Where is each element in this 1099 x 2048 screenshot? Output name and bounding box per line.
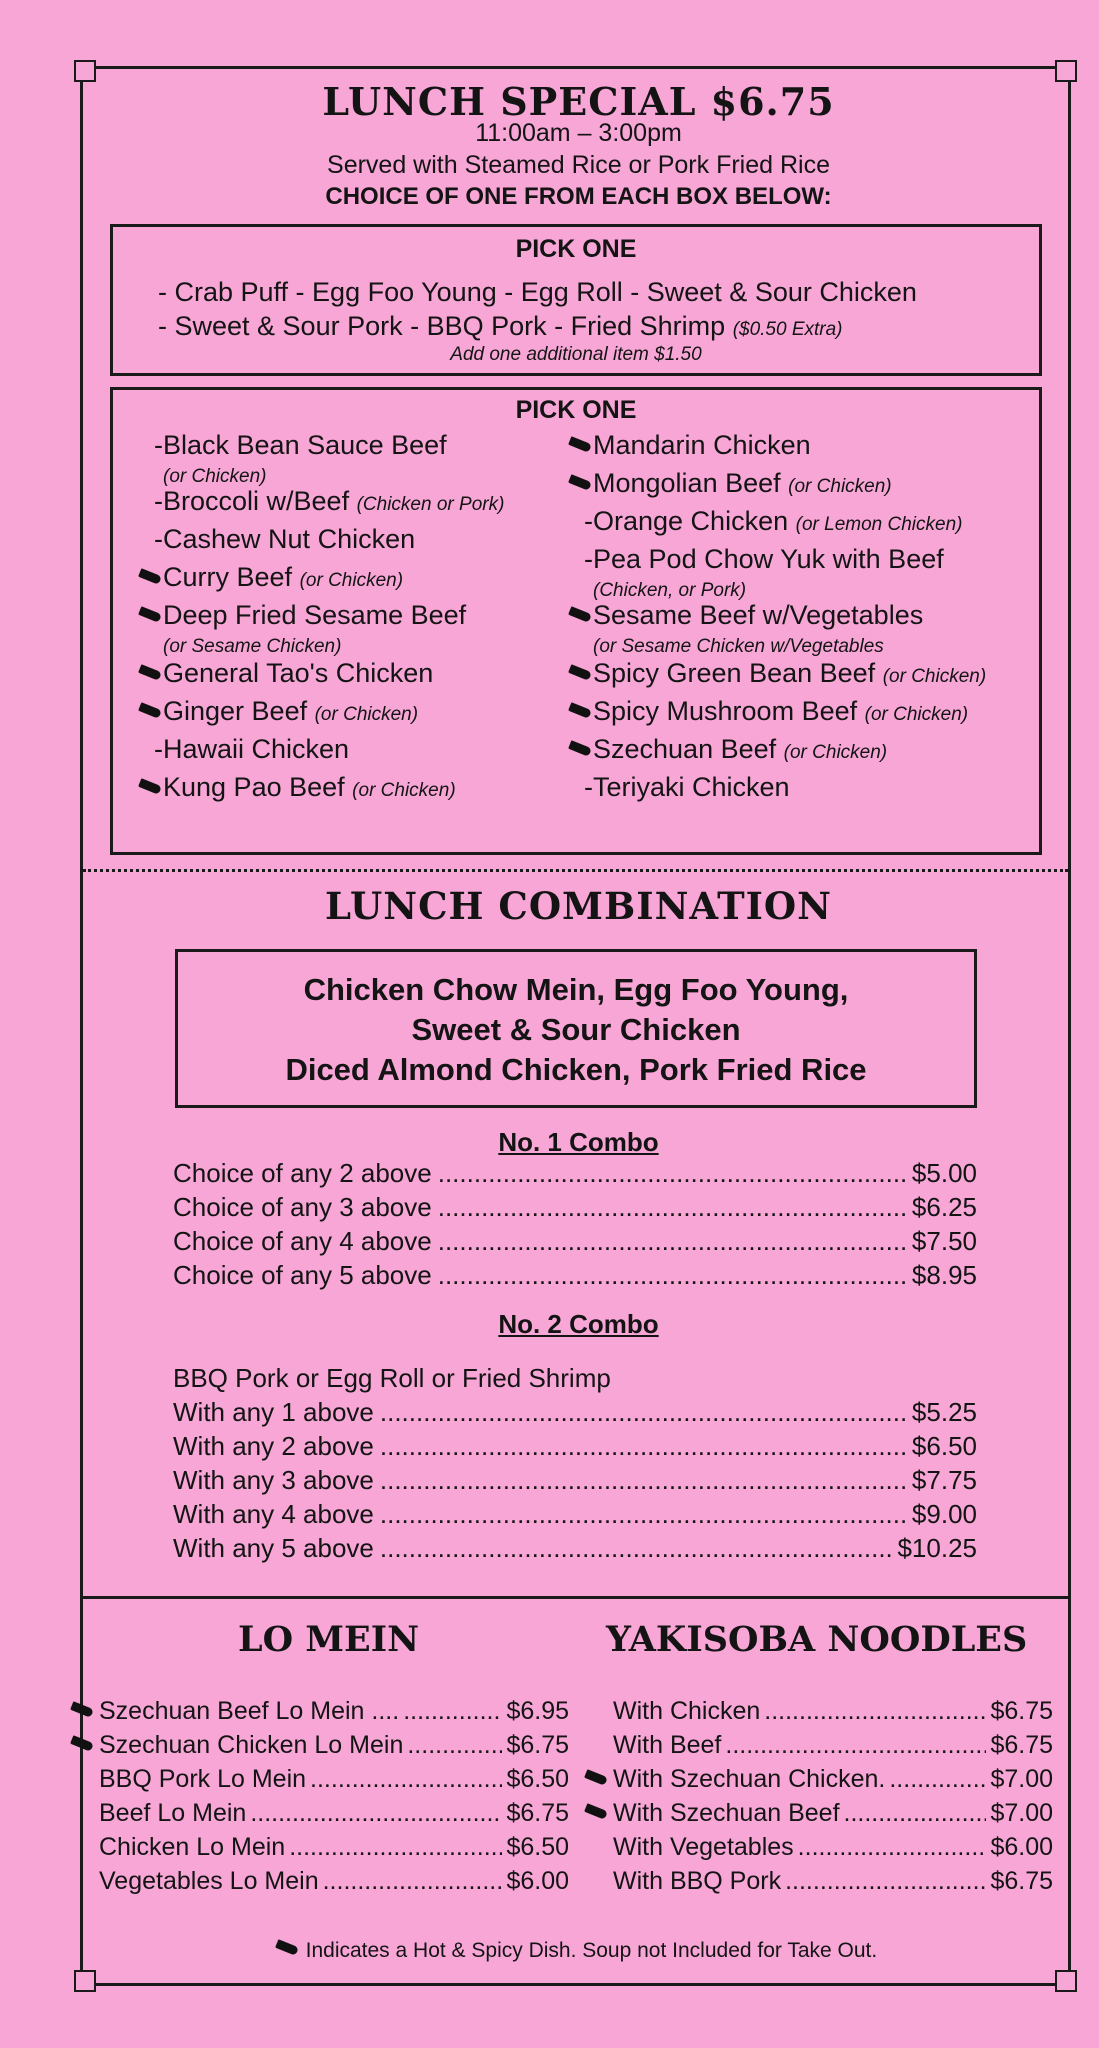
hot-pepper-marker: [123, 772, 163, 803]
dot-leader: [798, 1833, 987, 1862]
dish-name: Hawaii Chicken: [163, 734, 350, 764]
price-label: With any 2 above: [173, 1431, 374, 1461]
noodle-label: With Chicken: [613, 1697, 761, 1725]
dish-item: [553, 506, 962, 537]
noodles-section: [83, 1596, 1068, 1962]
dish-item: [553, 772, 790, 803]
combination-items-line: Diced Almond Chicken, Pork Fried Rice: [285, 1052, 867, 1087]
dish-name: General Tao's Chicken: [163, 658, 434, 688]
noodle-price: $6.95: [506, 1697, 569, 1725]
noodle-label: With Szechuan Chicken.: [613, 1765, 886, 1793]
price-label: With any 1 above: [173, 1397, 374, 1427]
combo-2-intro: BBQ Pork or Egg Roll or Fried Shrimp: [173, 1363, 611, 1393]
additional-item-note: Add one additional item $1.50: [450, 344, 702, 365]
dish-name: Pea Pod Chow Yuk with Beef: [593, 544, 944, 574]
hot-pepper-icon: [274, 1941, 300, 1953]
noodle-price-row: [69, 1697, 569, 1726]
dish-name: Kung Pao Beef: [163, 772, 345, 802]
hot-pepper-icon: [567, 742, 593, 754]
pick-one-box-1: [110, 224, 1042, 376]
hot-pepper-icon: [567, 666, 593, 678]
dish-option-note: (or Sesame Chicken): [163, 636, 342, 657]
dot-leader: [289, 1833, 502, 1862]
dot-leader: [438, 1158, 906, 1189]
row-marker: [583, 1731, 613, 1760]
price-row: [173, 1533, 977, 1564]
row-marker: [69, 1833, 99, 1862]
dish-option-note: (or Lemon Chicken): [795, 514, 963, 535]
dish-item: [553, 734, 887, 765]
dish-option-note: (or Chicken): [864, 704, 969, 725]
hot-pepper-icon: [567, 476, 593, 488]
dish-item: [123, 734, 349, 765]
dot-leader: [380, 1465, 906, 1496]
dish-name: Spicy Green Bean Beef: [593, 658, 876, 688]
extra-charge-note: ($0.50 Extra): [732, 319, 843, 340]
served-with-note: Served with Steamed Rice or Pork Fried Rice: [327, 151, 830, 179]
dish-name: Black Bean Sauce Beef: [163, 430, 447, 460]
dish-item: [553, 696, 968, 727]
dot-leader: [407, 1731, 502, 1760]
dot-leader: [380, 1499, 906, 1530]
dot-leader: [380, 1431, 906, 1462]
price-label: With any 4 above: [173, 1499, 374, 1529]
dot-leader: [438, 1260, 906, 1291]
row-marker: [69, 1799, 99, 1828]
hot-pepper-icon: [137, 570, 163, 582]
dot-leader: [844, 1799, 987, 1828]
price-value: $7.50: [911, 1226, 977, 1256]
noodle-price: $6.75: [990, 1731, 1053, 1759]
price-value: $10.25: [897, 1533, 977, 1563]
dot-leader: [438, 1226, 906, 1257]
dish-item: [553, 658, 986, 689]
price-row: [173, 1226, 977, 1257]
dish-name: Curry Beef: [163, 562, 293, 592]
noodle-price-row: [583, 1697, 1053, 1726]
price-row: [173, 1465, 977, 1496]
noodle-price: $6.75: [990, 1697, 1053, 1725]
price-row: [173, 1192, 977, 1223]
hot-pepper-icon: [583, 1771, 609, 1783]
dish-item: [553, 430, 811, 461]
price-label: With any 5 above: [173, 1533, 374, 1563]
hot-pepper-marker: [553, 696, 593, 727]
dish-name: Orange Chicken: [593, 506, 789, 536]
noodle-price-row: [69, 1833, 569, 1862]
footer-text: Indicates a Hot & Spicy Dish. Soup not Included for Take Out.: [305, 1939, 878, 1962]
box1-line-2-text: - Sweet & Sour Pork - BBQ Pork - Fried Shrimp: [158, 311, 726, 341]
dish-item: [123, 658, 433, 689]
hot-pepper-marker: [123, 562, 163, 593]
row-marker: [583, 1697, 613, 1726]
noodle-price: $6.75: [506, 1799, 569, 1827]
frame-corner-ornament: [1055, 1970, 1077, 1992]
combination-items-box: [175, 949, 977, 1108]
hot-pepper-icon: [567, 438, 593, 450]
noodle-price: $7.00: [990, 1765, 1053, 1793]
dash-marker: -: [154, 524, 163, 554]
price-value: $6.50: [911, 1431, 977, 1461]
noodle-price-row: [583, 1731, 1053, 1760]
noodle-price-row: [583, 1833, 1053, 1862]
noodle-price-row: [69, 1765, 569, 1794]
hot-pepper-marker: [123, 658, 163, 689]
noodle-price: $6.50: [506, 1833, 569, 1861]
dot-leader: [764, 1697, 986, 1726]
dish-item: [553, 600, 923, 631]
dash-marker: -: [584, 506, 593, 536]
noodle-label: With Beef: [613, 1731, 722, 1759]
dish-option-note: (Chicken or Pork): [356, 494, 505, 515]
dish-name: Mongolian Beef: [593, 468, 781, 498]
hot-pepper-icon: [137, 608, 163, 620]
noodle-price-row: [69, 1867, 569, 1896]
dash-marker: -: [584, 772, 593, 802]
dish-item: [123, 430, 447, 461]
hot-pepper-icon: [583, 1805, 609, 1817]
hot-pepper-marker: [583, 1765, 613, 1794]
dish-item: [553, 468, 892, 499]
hot-pepper-icon: [69, 1737, 95, 1749]
dish-name: Cashew Nut Chicken: [163, 524, 416, 554]
noodle-label: Vegetables Lo Mein: [99, 1867, 319, 1895]
noodle-label: With Szechuan Beef: [613, 1799, 840, 1827]
dish-name: Ginger Beef: [163, 696, 308, 726]
dish-option-note: (or Chicken): [783, 742, 888, 763]
dot-leader: [403, 1697, 502, 1726]
dish-item: [123, 524, 415, 555]
dot-leader: [438, 1192, 906, 1223]
pick-one-heading: PICK ONE: [515, 396, 637, 424]
combination-items-line: Chicken Chow Mein, Egg Foo Young,: [303, 972, 849, 1007]
price-row: [173, 1431, 977, 1462]
dash-marker: -: [154, 430, 163, 460]
hot-pepper-icon: [567, 608, 593, 620]
frame-corner-ornament: [74, 1970, 96, 1992]
choice-instructions: CHOICE OF ONE FROM EACH BOX BELOW:: [325, 183, 832, 210]
dish-name: Sesame Beef w/Vegetables: [593, 600, 924, 630]
row-marker: [583, 1867, 613, 1896]
noodle-price: $6.50: [506, 1765, 569, 1793]
noodle-price-row: [583, 1799, 1053, 1828]
yakisoba-title: YAKISOBA NOODLES: [606, 1619, 1028, 1660]
combo-1-heading: No. 1 Combo: [498, 1127, 659, 1157]
dish-option-note: (Chicken, or Pork): [593, 580, 747, 601]
dish-option-note: (or Chicken): [163, 466, 267, 487]
footer-note: [83, 1939, 1068, 1963]
price-value: $5.00: [911, 1158, 977, 1188]
dot-leader: [323, 1867, 503, 1896]
dot-leader: [380, 1397, 906, 1428]
dot-leader: [785, 1867, 986, 1896]
noodle-label: Szechuan Chicken Lo Mein: [99, 1731, 404, 1759]
noodle-label: Chicken Lo Mein: [99, 1833, 286, 1861]
noodle-price: $6.00: [506, 1867, 569, 1895]
dish-name: Deep Fried Sesame Beef: [163, 600, 467, 630]
row-marker: [583, 1833, 613, 1862]
dash-marker: -: [154, 486, 163, 516]
noodle-price: $6.75: [506, 1731, 569, 1759]
combination-items-line: Sweet & Sour Chicken: [411, 1012, 741, 1047]
dish-option-note: (or Chicken): [788, 476, 892, 497]
noodle-price: $6.00: [990, 1833, 1053, 1861]
price-label: Choice of any 4 above: [173, 1226, 432, 1256]
dish-name: Szechuan Beef: [593, 734, 777, 764]
dot-leader: [889, 1765, 986, 1794]
hot-pepper-icon: [137, 704, 163, 716]
dot-leader: [310, 1765, 502, 1794]
hot-pepper-marker: [553, 734, 593, 765]
dish-item: [123, 600, 466, 631]
dish-item: [123, 696, 418, 727]
noodle-label: With Vegetables: [613, 1833, 794, 1861]
dish-name: Mandarin Chicken: [593, 430, 811, 460]
dish-option-note: (or Chicken): [299, 570, 404, 591]
hot-pepper-icon: [69, 1703, 95, 1715]
lunch-special-title: LUNCH SPECIAL $6.75: [322, 79, 835, 124]
hot-pepper-marker: [69, 1697, 99, 1726]
price-label: Choice of any 3 above: [173, 1192, 432, 1222]
noodle-price-row: [69, 1799, 569, 1828]
price-value: $5.25: [911, 1397, 977, 1427]
hot-pepper-icon: [137, 780, 163, 792]
dish-option-note: (or Chicken): [314, 704, 419, 725]
price-row: [173, 1499, 977, 1530]
hot-pepper-icon: [137, 666, 163, 678]
noodle-label: Szechuan Beef Lo Mein ....: [99, 1697, 400, 1725]
dot-leader: [725, 1731, 986, 1760]
hot-pepper-marker: [553, 468, 593, 499]
price-label: Choice of any 5 above: [173, 1260, 432, 1290]
hot-pepper-marker: [123, 696, 163, 727]
dish-option-note: (or Chicken): [352, 780, 456, 801]
dot-leader: [250, 1799, 502, 1828]
box1-line-1: - Crab Puff - Egg Foo Young - Egg Roll - Sweet & Sour Chicken: [158, 277, 917, 307]
dish-option-note: (or Sesame Chicken w/Vegetables: [593, 636, 884, 657]
row-marker: [69, 1867, 99, 1896]
pick-one-box-2: [110, 387, 1042, 855]
price-value: $6.25: [911, 1192, 977, 1222]
price-label: Choice of any 2 above: [173, 1158, 432, 1188]
dish-option-note: (or Chicken): [882, 666, 987, 687]
dot-leader: [380, 1533, 892, 1564]
noodle-label: With BBQ Pork: [613, 1867, 782, 1895]
price-value: $8.95: [911, 1260, 977, 1290]
dash-marker: -: [584, 544, 593, 574]
pick-one-heading: PICK ONE: [515, 235, 637, 263]
price-row: [173, 1260, 977, 1291]
noodle-price-row: [583, 1765, 1053, 1794]
hot-pepper-marker: [123, 600, 163, 631]
dish-name: Teriyaki Chicken: [593, 772, 790, 802]
price-row: [173, 1397, 977, 1428]
price-value: $9.00: [911, 1499, 977, 1529]
hot-pepper-marker: [553, 658, 593, 689]
hot-pepper-marker: [583, 1799, 613, 1828]
dish-name: Broccoli w/Beef: [163, 486, 350, 516]
section-divider: [83, 869, 1068, 872]
noodle-price-row: [583, 1867, 1053, 1896]
price-label: With any 3 above: [173, 1465, 374, 1495]
price-row: [173, 1158, 977, 1189]
dish-item: [123, 772, 456, 803]
lunch-hours: 11:00am – 3:00pm: [475, 119, 682, 147]
row-marker: [69, 1765, 99, 1794]
dish-item: [123, 562, 403, 593]
noodle-label: Beef Lo Mein: [99, 1799, 247, 1827]
hot-pepper-marker: [553, 600, 593, 631]
noodle-price-row: [69, 1731, 569, 1760]
dish-name: Spicy Mushroom Beef: [593, 696, 858, 726]
lunch-combination-title: LUNCH COMBINATION: [325, 884, 832, 928]
noodle-price: $7.00: [990, 1799, 1053, 1827]
noodle-label: BBQ Pork Lo Mein: [99, 1765, 307, 1793]
hot-pepper-icon: [567, 704, 593, 716]
menu-frame: [80, 66, 1071, 1986]
box1-line-2: [158, 311, 843, 342]
combo-2-heading: No. 2 Combo: [498, 1309, 659, 1339]
dish-item: [553, 544, 944, 575]
hot-pepper-marker: [553, 430, 593, 461]
noodle-price: $6.75: [990, 1867, 1053, 1895]
price-value: $7.75: [911, 1465, 977, 1495]
hot-pepper-marker: [69, 1731, 99, 1760]
dash-marker: -: [154, 734, 163, 764]
lo-mein-title: LO MEIN: [238, 1619, 420, 1660]
dish-item: [123, 486, 504, 517]
